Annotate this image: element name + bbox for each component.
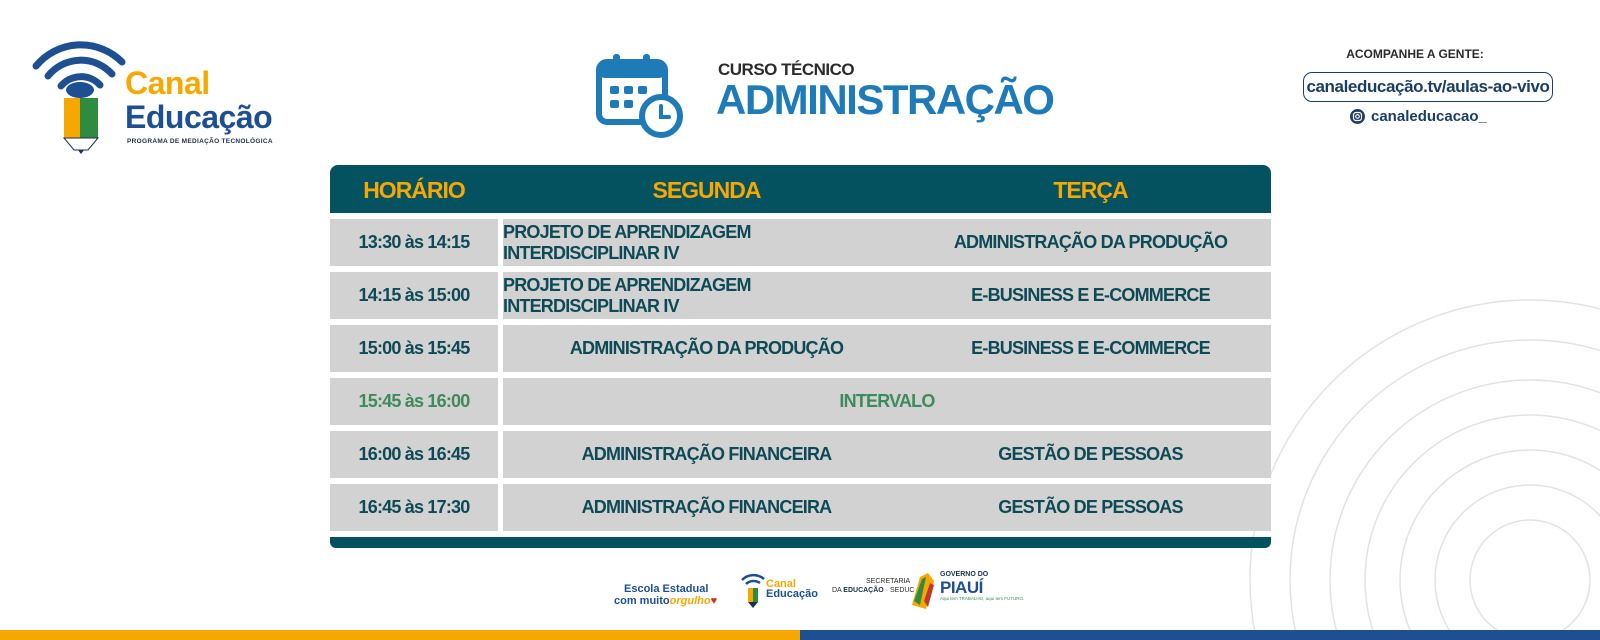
time-cell: 15:00 às 15:45	[330, 325, 498, 372]
logo-canal-text: Canal	[125, 65, 210, 101]
header-horario: HORÁRIO	[363, 177, 465, 203]
com-muito: com muito	[614, 595, 670, 607]
table-row	[330, 484, 1271, 531]
escola-estadual-text: Escola Estadual	[624, 583, 709, 595]
gov-slogan: Aqui tem TRABALHO, aqui tem FUTURO.	[940, 596, 1025, 601]
seduc-bold: EDUCAÇÃO	[843, 587, 884, 594]
seduc-suffix: · SEDUC	[885, 587, 915, 594]
tuesday-cell: E-BUSINESS E E-COMMERCE	[910, 325, 1271, 372]
logo-tagline: PROGRAMA DE MEDIAÇÃO TECNOLÓGICA	[127, 138, 273, 145]
monday-cell: PROJETO DE APRENDIZAGEM INTERDISCIPLINAR IV	[503, 272, 910, 319]
pencil-wifi-icon	[28, 26, 128, 156]
governo-do-text: GOVERNO DO	[940, 571, 989, 578]
course-title: ADMINISTRAÇÃO	[716, 76, 1054, 123]
time-cell: 16:45 às 17:30	[330, 484, 498, 531]
monday-cell: PROJETO DE APRENDIZAGEM INTERDISCIPLINAR IV	[503, 219, 910, 266]
com-muito-orgulho-text	[614, 595, 717, 607]
table-row-break	[330, 378, 1271, 425]
header-terca: TERÇA	[1053, 177, 1128, 203]
course-subtitle: CURSO TÉCNICO	[718, 60, 855, 79]
mini-educacao-text: Educação	[766, 588, 818, 600]
bottom-stripe-blue	[800, 630, 1600, 640]
table-row	[330, 325, 1271, 372]
time-cell: 14:15 às 15:00	[330, 272, 498, 319]
tuesday-cell: E-BUSINESS E E-COMMERCE	[910, 272, 1271, 319]
monday-cell: ADMINISTRAÇÃO FINANCEIRA	[503, 431, 910, 478]
follow-label: ACOMPANHE A GENTE:	[1346, 47, 1484, 61]
table-header	[330, 165, 1271, 213]
orgulho: orgulho	[669, 595, 711, 607]
table-footer-bar	[330, 537, 1271, 548]
tuesday-cell: GESTÃO DE PESSOAS	[910, 484, 1271, 531]
piaui-map-icon	[908, 571, 938, 611]
piaui-text: PIAUÍ	[940, 578, 983, 597]
monday-cell: ADMINISTRAÇÃO FINANCEIRA	[503, 484, 910, 531]
logo-educacao-text: Educação	[125, 99, 273, 135]
mini-canal-text: Canal	[766, 578, 796, 590]
break-cell: INTERVALO	[503, 378, 1271, 425]
time-cell: 15:45 às 16:00	[330, 378, 498, 425]
tuesday-cell: ADMINISTRAÇÃO DA PRODUÇÃO	[910, 219, 1271, 266]
seduc-prefix: DA	[832, 587, 842, 594]
seduc-line2	[832, 587, 914, 594]
table-row	[330, 219, 1271, 266]
partner-logos	[610, 566, 1025, 616]
schedule-table	[330, 165, 1271, 548]
mini-canal-logo-icon	[740, 568, 766, 612]
table-row	[330, 272, 1271, 319]
time-cell: 13:30 às 14:15	[330, 219, 498, 266]
instagram-link[interactable]	[1350, 108, 1487, 125]
tuesday-cell: GESTÃO DE PESSOAS	[910, 431, 1271, 478]
seduc-line1: SECRETARIA	[866, 578, 911, 585]
instagram-icon	[1350, 109, 1365, 124]
time-cell: 16:00 às 16:45	[330, 431, 498, 478]
table-row	[330, 431, 1271, 478]
calendar-clock-icon	[595, 52, 683, 138]
heart-icon: ♥	[710, 595, 718, 607]
monday-cell: ADMINISTRAÇÃO DA PRODUÇÃO	[503, 325, 910, 372]
bottom-stripe-orange	[0, 630, 800, 640]
instagram-handle: canaleducacao_	[1371, 108, 1487, 125]
header-segunda: SEGUNDA	[652, 177, 761, 203]
canal-educacao-logo	[28, 26, 278, 156]
website-link[interactable]: canaleducação.tv/aulas-ao-vivo	[1303, 72, 1553, 102]
